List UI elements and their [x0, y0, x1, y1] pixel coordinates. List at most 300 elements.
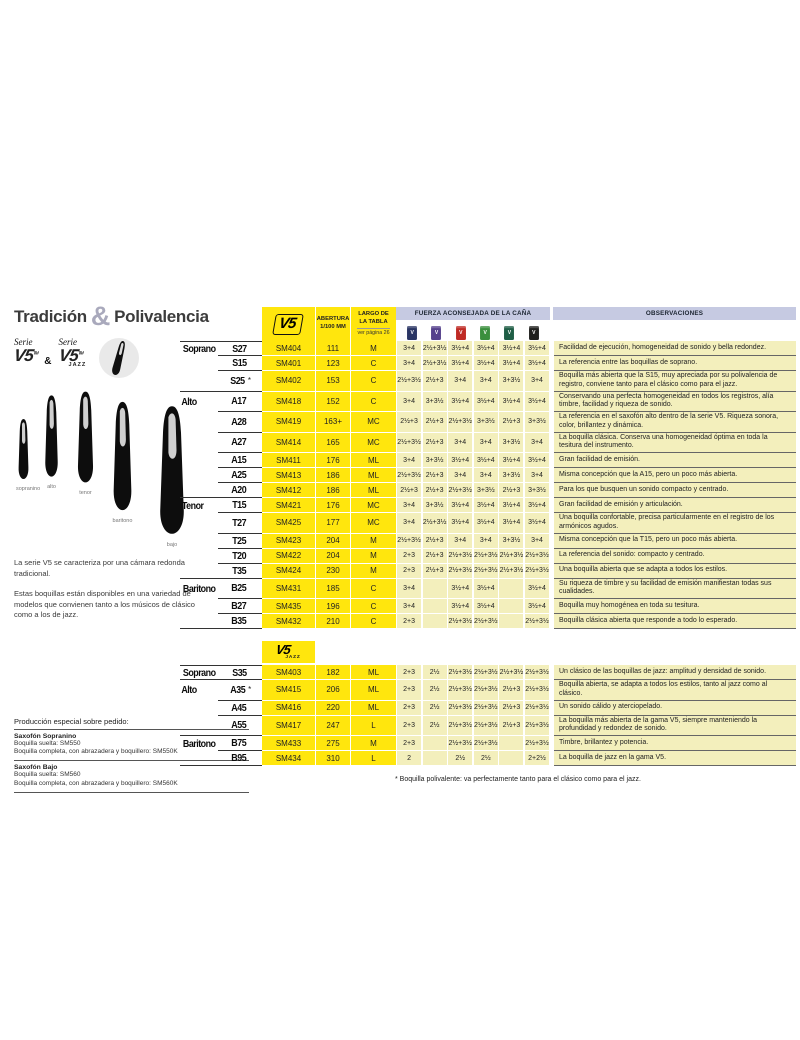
- reference-cell: SM414: [262, 433, 316, 454]
- model-label: A17: [231, 395, 247, 408]
- largo-cell: C: [351, 614, 397, 629]
- section-v5-jazz: [180, 665, 796, 766]
- strength-cell: [423, 614, 447, 629]
- strength-cell: 2½+3: [499, 412, 523, 433]
- strength-cell: 2½+3½: [448, 736, 472, 751]
- strength-cell: 2½+3: [499, 701, 523, 716]
- strength-cell: 3½+4: [448, 498, 472, 513]
- table-row: [180, 614, 796, 629]
- group-cell: [180, 665, 218, 680]
- model-label: T35: [232, 564, 246, 577]
- model-cell: [218, 433, 262, 454]
- header-largo: [351, 307, 396, 341]
- model-label: A45: [231, 701, 247, 714]
- strength-cell: 2½+3½: [448, 483, 472, 498]
- strength-cell: 3+3½: [499, 371, 523, 392]
- strength-cell: 2½+3½: [525, 564, 549, 579]
- model-cell: [218, 716, 262, 737]
- group-label: Tenor: [181, 499, 204, 512]
- strength-cell: 2½+3½: [499, 564, 523, 579]
- serie-v5-logo: [14, 338, 37, 364]
- strength-cell: [423, 751, 447, 766]
- abertura-cell: 220: [316, 701, 351, 716]
- strengths-cells: [397, 513, 551, 534]
- serie-v5-jazz-logo: [59, 338, 87, 369]
- abertura-cell: 275: [316, 736, 351, 751]
- table-row: [180, 468, 796, 483]
- special-order-name: Saxofón Bajo: [14, 764, 58, 772]
- polyvalent-star: *: [247, 376, 251, 386]
- strength-cell: 3½+4: [474, 392, 498, 413]
- observation-cell: Un sonido cálido y aterciopelado.: [554, 701, 796, 716]
- model-cell: [218, 453, 262, 468]
- reference-cell: SM435: [262, 599, 316, 614]
- abertura-cell: 182: [316, 665, 351, 680]
- strength-cell: 3½+4: [448, 579, 472, 600]
- model-label: B27: [231, 600, 247, 612]
- intro-paragraph-1: La serie V5 se caracteriza por una cámara redonda tradicional.: [14, 558, 185, 578]
- largo-cell: MC: [351, 433, 397, 454]
- strength-cell: 3½+4: [474, 341, 498, 356]
- group-label: Soprano: [182, 343, 216, 355]
- strength-cell: 3½+4: [474, 453, 498, 468]
- strength-cell: 3+4: [525, 433, 549, 454]
- group-cell: [180, 564, 218, 579]
- abertura-line2: 1/100 MM: [320, 324, 346, 330]
- strength-cell: 2+3: [397, 701, 421, 716]
- special-order-line: Boquilla completa, con abrazadera y boquillero: SM560K: [14, 779, 178, 787]
- abertura-cell: 230: [316, 564, 351, 579]
- group-cell: [180, 751, 218, 766]
- mouthpiece-icon: [16, 418, 31, 480]
- observation-cell: Boquilla abierta, se adapta a todos los estilos, tanto al jazz como al clásico.: [554, 680, 796, 701]
- reed-box-icon-4: V: [480, 326, 490, 340]
- group-label: Baritono: [182, 737, 216, 750]
- table-row: [180, 665, 796, 680]
- strength-cell: 3½+4: [525, 498, 549, 513]
- reed-box-icon-5: V: [504, 326, 514, 340]
- strength-cell: 3½+4: [448, 513, 472, 534]
- largo-cell: C: [351, 599, 397, 614]
- strength-cell: 2½+3½: [397, 468, 421, 483]
- observation-cell: Una boquilla confortable, precisa particularmente en el registro de los armónicos agudos.: [554, 513, 796, 534]
- observation-cell: La boquilla más abierta de la gama V5, siempre manteniendo la profundidad y redondez de sonido.: [554, 716, 796, 737]
- strengths-cells: [397, 614, 551, 629]
- reference-cell: SM418: [262, 392, 316, 413]
- jazz-section-header: [180, 641, 796, 663]
- header-abertura: [316, 307, 351, 341]
- strength-cell: 3+3½: [525, 412, 549, 433]
- largo-line1: LARGO DE: [358, 311, 389, 318]
- reference-cell: SM433: [262, 736, 316, 751]
- observation-cell: La boquilla clásica. Conserva una homogeneidad óptima en toda la tesitura del instrumento.: [554, 433, 796, 454]
- strengths-cells: [397, 356, 551, 371]
- strength-cell: 2½+3½: [448, 716, 472, 737]
- group-cell: [180, 549, 218, 564]
- header-spacer: [180, 307, 262, 341]
- table-row: [180, 498, 796, 513]
- abertura-cell: 165: [316, 433, 351, 454]
- model-cell: [218, 412, 262, 433]
- strength-cell: 2½+3: [499, 483, 523, 498]
- model-label: B75: [231, 737, 247, 749]
- group-cell: [180, 371, 218, 392]
- strength-cell: 2½+3½: [474, 564, 498, 579]
- group-cell: [180, 433, 218, 454]
- model-cell: [218, 513, 262, 534]
- strength-cell: 3½+4: [525, 599, 549, 614]
- strength-cell: 2+3: [397, 716, 421, 737]
- table-row: [180, 701, 796, 716]
- model-cell: [218, 534, 262, 549]
- strength-cell: 2+3: [397, 736, 421, 751]
- strength-cell: 3+3½: [499, 534, 523, 549]
- table-row: [180, 564, 796, 579]
- group-cell: [180, 680, 218, 701]
- largo-cell: M: [351, 564, 397, 579]
- strength-cell: 3+4: [525, 371, 549, 392]
- strength-cell: 3½+4: [474, 356, 498, 371]
- reference-cell: SM431: [262, 579, 316, 600]
- intro-paragraph-2: Estas boquillas están disponibles en una variedad de modelos que convienen tanto a los músicos de clásico como a los de jazz.: [14, 589, 195, 619]
- model-cell: [218, 736, 262, 751]
- model-label: S15: [231, 357, 247, 369]
- strength-cell: 3½+4: [474, 579, 498, 600]
- observaciones-band: OBSERVACIONES: [553, 307, 796, 320]
- strength-cell: 2½+3½: [474, 665, 498, 680]
- reference-cell: SM415: [262, 680, 316, 701]
- abertura-cell: 186: [316, 468, 351, 483]
- observation-cell: La referencia entre las boquillas de soprano.: [554, 356, 796, 371]
- strength-cell: 2½+3: [499, 716, 523, 737]
- strengths-cells: [397, 736, 551, 751]
- observation-cell: Misma concepción que la A15, pero un poco más abierta.: [554, 468, 796, 483]
- special-order-title: Producción especial sobre pedido:: [14, 717, 249, 730]
- observation-cell: La referencia del sonido: compacto y centrado.: [554, 549, 796, 564]
- group-label: Alto: [181, 395, 197, 408]
- table-row: [180, 341, 796, 356]
- strength-cell: 2½+3½: [525, 680, 549, 701]
- strengths-cells: [397, 549, 551, 564]
- group-cell: [180, 412, 218, 433]
- strengths-cells: [397, 392, 551, 413]
- strength-cell: 2½+3½: [397, 371, 421, 392]
- strength-cell: 3+3½: [499, 433, 523, 454]
- abertura-cell: 310: [316, 751, 351, 766]
- model-cell: [218, 564, 262, 579]
- reference-cell: SM422: [262, 549, 316, 564]
- model-cell: [218, 341, 262, 356]
- strength-cell: 3+4: [397, 579, 421, 600]
- strength-cell: 3+3½: [525, 483, 549, 498]
- largo-cell: ML: [351, 453, 397, 468]
- strengths-cells: [397, 701, 551, 716]
- title-ampersand: &: [90, 301, 111, 331]
- strength-cell: 3½+4: [448, 356, 472, 371]
- model-cell: [218, 751, 262, 766]
- mouthpiece-baritono: [109, 400, 136, 524]
- reference-cell: SM401: [262, 356, 316, 371]
- table-row: [180, 371, 796, 392]
- strength-cell: 3½+4: [474, 498, 498, 513]
- mouthpiece-alto: [42, 394, 61, 490]
- group-cell: [180, 614, 218, 629]
- abertura-cell: 196: [316, 599, 351, 614]
- strength-cell: 3+4: [448, 468, 472, 483]
- strength-cell: 3+3½: [474, 412, 498, 433]
- table-row: [180, 579, 796, 600]
- strength-cell: 3+4: [448, 433, 472, 454]
- reference-cell: SM416: [262, 701, 316, 716]
- strength-cell: 2½+3½: [525, 549, 549, 564]
- abertura-cell: 152: [316, 392, 351, 413]
- table-row: [180, 680, 796, 701]
- strength-cell: 2½+3½: [474, 614, 498, 629]
- mouthpiece-tenor: [74, 390, 97, 496]
- largo-cell: ML: [351, 468, 397, 483]
- strengths-cells: [397, 433, 551, 454]
- strength-cell: 2½+3½: [525, 736, 549, 751]
- table-row: [180, 483, 796, 498]
- trademark-mark: TM: [32, 350, 39, 356]
- abertura-cell: 204: [316, 534, 351, 549]
- largo-cell: C: [351, 392, 397, 413]
- table-row: [180, 736, 796, 751]
- table-row: [180, 549, 796, 564]
- table-row: [180, 534, 796, 549]
- mouthpiece-label: baritono: [112, 518, 133, 524]
- strength-cell: 2½+3½: [448, 701, 472, 716]
- spec-table: [180, 307, 796, 783]
- largo-cell: M: [351, 736, 397, 751]
- reference-cell: SM423: [262, 534, 316, 549]
- model-cell: [218, 483, 262, 498]
- trademark-mark: TM: [77, 350, 83, 356]
- reference-cell: SM421: [262, 498, 316, 513]
- model-label: A25: [231, 469, 247, 481]
- reference-cell: SM412: [262, 483, 316, 498]
- strength-cell: 2½+3½: [474, 716, 498, 737]
- observation-cell: Boquilla más abierta que la S15, muy apreciada por su polivalencia de registro, conviene tanto para el clásico como para el jazz.: [554, 371, 796, 392]
- strength-cell: 3+3½: [474, 483, 498, 498]
- strength-cell: 2½+3: [397, 483, 421, 498]
- strength-cell: 2+3: [397, 665, 421, 680]
- largo-cell: C: [351, 356, 397, 371]
- strength-cell: 3+4: [397, 341, 421, 356]
- group-cell: [180, 701, 218, 716]
- mouthpiece-label: tenor: [79, 490, 92, 496]
- largo-cell: MC: [351, 513, 397, 534]
- abertura-cell: 185: [316, 579, 351, 600]
- table-row: [180, 513, 796, 534]
- strength-cell: 2½+3½: [448, 549, 472, 564]
- largo-cell: C: [351, 579, 397, 600]
- mouthpiece-icon: [42, 394, 61, 478]
- strength-cell: 2½+3½: [423, 341, 447, 356]
- serie-label: Serie: [58, 337, 78, 347]
- strengths-cells: [397, 341, 551, 356]
- model-cell: [218, 680, 262, 701]
- reference-cell: SM402: [262, 371, 316, 392]
- strength-cell: 3+4: [397, 599, 421, 614]
- observation-cell: Gran facilidad de emisión y articulación.: [554, 498, 796, 513]
- strength-cell: 3½+4: [525, 513, 549, 534]
- reed-box-icon-1: V: [407, 326, 417, 340]
- model-label: B35: [231, 615, 247, 627]
- model-label: S25: [230, 374, 245, 387]
- strength-cell: [423, 579, 447, 600]
- v5-logo-text: V5™: [12, 346, 39, 365]
- strengths-cells: [397, 579, 551, 600]
- strength-cell: [499, 751, 523, 766]
- observation-cell: Una boquilla abierta que se adapta a todos los estilos.: [554, 564, 796, 579]
- group-cell: [180, 453, 218, 468]
- group-cell: [180, 736, 218, 751]
- strengths-cells: [397, 680, 551, 701]
- abertura-cell: 176: [316, 453, 351, 468]
- strength-cell: [499, 579, 523, 600]
- strength-cell: 3½+4: [499, 513, 523, 534]
- largo-cell: ML: [351, 665, 397, 680]
- strength-cell: 2+3: [397, 680, 421, 701]
- abertura-cell: 111: [316, 341, 351, 356]
- strength-cell: 3+4: [474, 534, 498, 549]
- table-row: [180, 412, 796, 433]
- strength-cell: 2½+3½: [525, 716, 549, 737]
- strength-cell: 3+3½: [499, 468, 523, 483]
- reference-cell: SM404: [262, 341, 316, 356]
- observation-cell: La referencia en el saxofón alto dentro de la serie V5. Riqueza sonora, color, brillantez y dinámica.: [554, 412, 796, 433]
- group-cell: [180, 599, 218, 614]
- strengths-cells: [397, 665, 551, 680]
- strength-cell: 2½+3½: [448, 564, 472, 579]
- reference-cell: SM434: [262, 751, 316, 766]
- model-cell: [218, 392, 262, 413]
- v5-jazz-logo: V5 JAZZ: [275, 642, 301, 661]
- model-cell: [218, 579, 262, 600]
- strength-cell: 3+3½: [423, 498, 447, 513]
- model-label: T15: [232, 499, 246, 511]
- v5-logo: V5: [272, 314, 304, 335]
- model-label: B25: [231, 582, 247, 595]
- strength-cell: 3+4: [448, 534, 472, 549]
- largo-cell: ML: [351, 701, 397, 716]
- mouthpiece-label: alto: [47, 484, 56, 490]
- largo-cell: M: [351, 341, 397, 356]
- reference-cell: SM425: [262, 513, 316, 534]
- strength-cell: 2½+3½: [474, 549, 498, 564]
- strengths-cells: [397, 498, 551, 513]
- model-label: T27: [232, 516, 246, 529]
- table-header: [180, 307, 796, 341]
- group-label: Baritono: [182, 582, 216, 595]
- strength-cell: 3+4: [525, 534, 549, 549]
- strength-cell: 3+4: [525, 468, 549, 483]
- strengths-cells: [397, 534, 551, 549]
- group-cell: [180, 498, 218, 513]
- mouthpiece-sopranino: [16, 418, 41, 492]
- table-row: [180, 433, 796, 454]
- strength-cell: 3½+4: [499, 392, 523, 413]
- strength-cell: 3½+4: [499, 498, 523, 513]
- strength-cell: 3+4: [474, 371, 498, 392]
- group-cell: [180, 341, 218, 356]
- polyvalent-star: *: [248, 685, 252, 695]
- strength-cell: 2½+3½: [525, 701, 549, 716]
- observation-cell: Boquilla clásica abierta que responde a todo lo esperado.: [554, 614, 796, 629]
- strengths-cells: [397, 453, 551, 468]
- model-cell: [218, 468, 262, 483]
- strength-cell: 3½+4: [525, 356, 549, 371]
- strength-cell: 3+4: [397, 453, 421, 468]
- model-cell: [218, 498, 262, 513]
- strength-cell: 2½+3½: [474, 736, 498, 751]
- reference-cell: SM413: [262, 468, 316, 483]
- v5-jazz-logo-cell: [262, 641, 315, 663]
- strength-cell: 2½+3½: [525, 665, 549, 680]
- strength-cell: 3½+4: [474, 599, 498, 614]
- largo-cell: C: [351, 371, 397, 392]
- reference-cell: SM432: [262, 614, 316, 629]
- strength-cell: 2½+3½: [397, 433, 421, 454]
- strength-cell: 3+4: [397, 498, 421, 513]
- table-row: [180, 453, 796, 468]
- strength-cell: 2½+3½: [423, 356, 447, 371]
- header-fuerza: [396, 307, 550, 341]
- mouthpiece-icon: [74, 390, 97, 484]
- strength-cell: 3+4: [397, 392, 421, 413]
- special-order-line: Boquilla suelta: SM560: [14, 771, 81, 779]
- group-cell: [180, 579, 218, 600]
- model-label: A55: [231, 719, 247, 732]
- strength-cell: 3½+4: [499, 341, 523, 356]
- strength-cell: 2½+3½: [525, 614, 549, 629]
- strength-cell: 2½+3: [423, 534, 447, 549]
- observation-cell: Boquilla muy homogénea en toda su tesitura.: [554, 599, 796, 614]
- strength-cell: 3+4: [397, 513, 421, 534]
- strength-cell: 2½: [448, 751, 472, 766]
- model-label: A20: [231, 484, 247, 496]
- strength-cell: 3½+4: [499, 356, 523, 371]
- model-cell: [218, 371, 262, 392]
- strength-cell: [499, 614, 523, 629]
- model-label: B95: [231, 752, 247, 764]
- header-observaciones: [553, 307, 796, 341]
- strength-cell: 2½: [423, 701, 447, 716]
- abertura-cell: 204: [316, 549, 351, 564]
- model-cell: [218, 665, 262, 680]
- strengths-cells: [397, 564, 551, 579]
- strengths-cells: [397, 468, 551, 483]
- reference-cell: SM419: [262, 412, 316, 433]
- strength-cell: 2½+3½: [474, 701, 498, 716]
- largo-cell: M: [351, 534, 397, 549]
- strength-cell: 3½+4: [448, 453, 472, 468]
- special-order-line: Boquilla completa, con abrazadera y boquillero: SM550K: [14, 748, 178, 756]
- model-label: A28: [231, 415, 247, 428]
- group-cell: [180, 716, 218, 737]
- largo-line2: LA TABLA: [359, 318, 388, 325]
- strength-cell: 3½+4: [474, 513, 498, 534]
- title-word-1: Tradición: [14, 306, 87, 326]
- strength-cell: 3½+4: [525, 579, 549, 600]
- strength-cell: 2½: [423, 716, 447, 737]
- mouthpiece-label: bajo: [166, 542, 178, 548]
- table-row: [180, 392, 796, 413]
- reference-cell: SM411: [262, 453, 316, 468]
- strength-cell: 2+3: [397, 564, 421, 579]
- strength-cell: 2½+3½: [448, 412, 472, 433]
